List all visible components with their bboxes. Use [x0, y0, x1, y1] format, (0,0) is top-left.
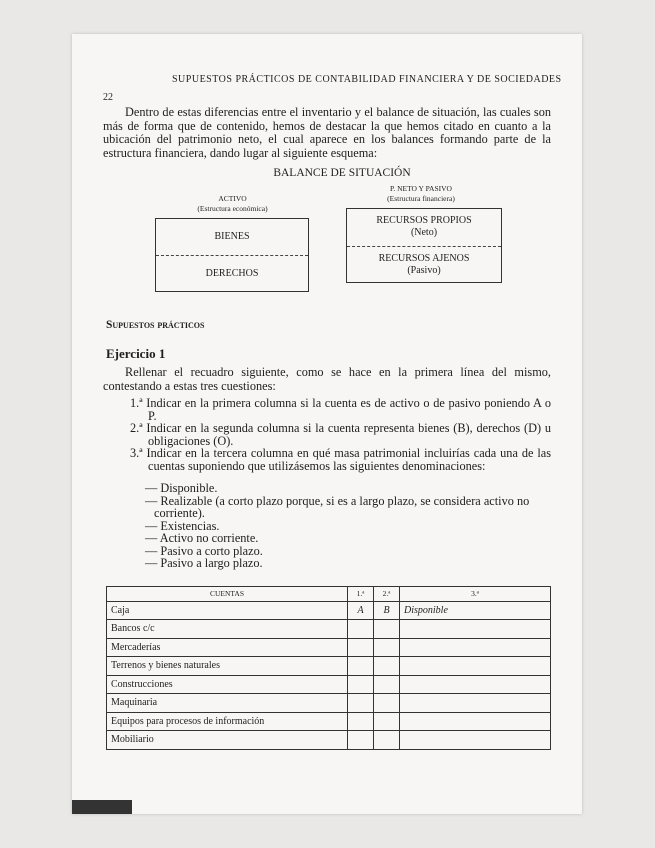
header-col1: 1.ª: [348, 586, 374, 601]
col1-cell: [348, 712, 374, 731]
questions-list: [130, 397, 551, 472]
question-item: 3.ª Indicar en la tercera columna en qué masa patrimonial incluirías cada una de las cuentas suponiendo que utilizásemos las siguientes denominaciones:: [130, 446, 551, 473]
bienes-cell: [156, 219, 308, 256]
running-header: SUPUESTOS PRÁCTICOS DE CONTABILIDAD FINANCIERA Y DE SOCIEDADES: [172, 74, 562, 85]
pasivo-subheading: (Estructura financiera): [387, 194, 455, 203]
recursos-ajenos-cell: [347, 247, 501, 284]
col2-cell: [374, 675, 400, 694]
table-row: [107, 657, 551, 676]
recursos-propios-label: RECURSOS PROPIOS: [376, 215, 472, 227]
col1-cell: [348, 694, 374, 713]
col1-cell: [348, 657, 374, 676]
table-row: [107, 712, 551, 731]
account-name-cell: Equipos para procesos de información: [107, 712, 348, 731]
pasivo-sub-label: (Pasivo): [407, 264, 441, 276]
col1-cell: [348, 620, 374, 639]
account-name-cell: Maquinaria: [107, 694, 348, 713]
derechos-cell: [156, 256, 308, 292]
header-col2: 2.ª: [374, 586, 400, 601]
denomination-item: — Pasivo a largo plazo.: [145, 556, 263, 570]
activo-heading: ACTIVO: [218, 194, 247, 203]
denomination-item: — Activo no corriente.: [145, 531, 259, 545]
denomination-item: — Realizable (a corto plazo porque, si es a largo plazo, se considera activo no corriente).: [145, 493, 530, 520]
col3-cell: [400, 694, 551, 713]
table-row: [107, 620, 551, 639]
account-name-cell: Bancos c/c: [107, 620, 348, 639]
col2-cell: [374, 620, 400, 639]
col1-cell: [348, 675, 374, 694]
col3-cell: [400, 638, 551, 657]
col3-cell: [400, 731, 551, 750]
question-item: 1.ª Indicar en la primera columna si la cuenta es de activo o de pasivo poniendo A o P.: [130, 396, 551, 423]
denomination-item: — Existencias.: [145, 518, 220, 533]
bienes-label: BIENES: [214, 231, 250, 242]
header-cuentas: CUENTAS: [107, 586, 348, 601]
balance-title: BALANCE DE SITUACIÓN: [273, 167, 411, 179]
page-content: [103, 106, 551, 750]
col3-cell: [400, 712, 551, 731]
col3-cell: Disponible: [400, 601, 551, 620]
col2-cell: [374, 712, 400, 731]
activo-box: [155, 218, 309, 292]
denomination-item: — Pasivo a corto plazo.: [145, 543, 263, 558]
pasivo-box: [346, 208, 502, 283]
recursos-propios-cell: [347, 209, 501, 247]
account-name-cell: Construcciones: [107, 675, 348, 694]
col3-cell: [400, 620, 551, 639]
page-number: 22: [103, 92, 113, 103]
header-col3: 3.ª: [400, 586, 551, 601]
col2-cell: [374, 638, 400, 657]
derechos-label: DERECHOS: [205, 268, 259, 279]
section-title: Supuestos prácticos: [106, 319, 205, 331]
account-name-cell: Mercaderías: [107, 638, 348, 657]
denomination-item: — Disponible.: [145, 481, 218, 495]
account-name-cell: Terrenos y bienes naturales: [107, 657, 348, 676]
question-item: 2.ª Indicar en la segunda columna si la cuenta representa bienes (B), derechos (D) u obligaciones (O).: [130, 421, 551, 448]
exercise-title: Ejercicio 1: [106, 346, 166, 361]
table-row: [107, 675, 551, 694]
table-header-row: [107, 586, 551, 601]
pasivo-heading: P. NETO Y PASIVO: [390, 184, 452, 193]
col2-cell: B: [374, 601, 400, 620]
table-row: [107, 731, 551, 750]
col1-cell: [348, 638, 374, 657]
table-row: [107, 694, 551, 713]
balance-diagram: [103, 182, 551, 294]
exercise-intro: [103, 366, 551, 393]
activo-label: [185, 194, 280, 214]
neto-label: (Neto): [410, 227, 438, 239]
recursos-ajenos-label: RECURSOS AJENOS: [378, 252, 470, 264]
table-row: [107, 601, 551, 620]
col1-cell: [348, 731, 374, 750]
col2-cell: [374, 731, 400, 750]
scan-shadow: [72, 800, 132, 814]
table-row: [107, 638, 551, 657]
col2-cell: [374, 694, 400, 713]
intro-paragraph: [103, 106, 551, 160]
activo-subheading: (Estructura económica): [197, 204, 268, 213]
intro-text: Dentro de estas diferencias entre el inventario y el balance de situación, las cuales son más de forma que de contenido, hemos de destacar la que hemos citado en cuanto a la ubicación del patrimonio neto, el cual aparece en los balances formando parte de la estructura financiera, dando lugar al siguiente esquema:: [103, 105, 551, 160]
exercise-intro-text: Rellenar el recuadro siguiente, como se hace en la primera línea del mismo, contestando a estas tres cuestiones:: [103, 365, 551, 393]
col3-cell: [400, 675, 551, 694]
col1-cell: A: [348, 601, 374, 620]
col2-cell: [374, 657, 400, 676]
pasivo-label: [356, 184, 486, 204]
account-name-cell: Mobiliario: [107, 731, 348, 750]
col3-cell: [400, 657, 551, 676]
accounts-table: [106, 586, 551, 750]
denominations-list: [145, 482, 551, 570]
account-name-cell: Caja: [107, 601, 348, 620]
